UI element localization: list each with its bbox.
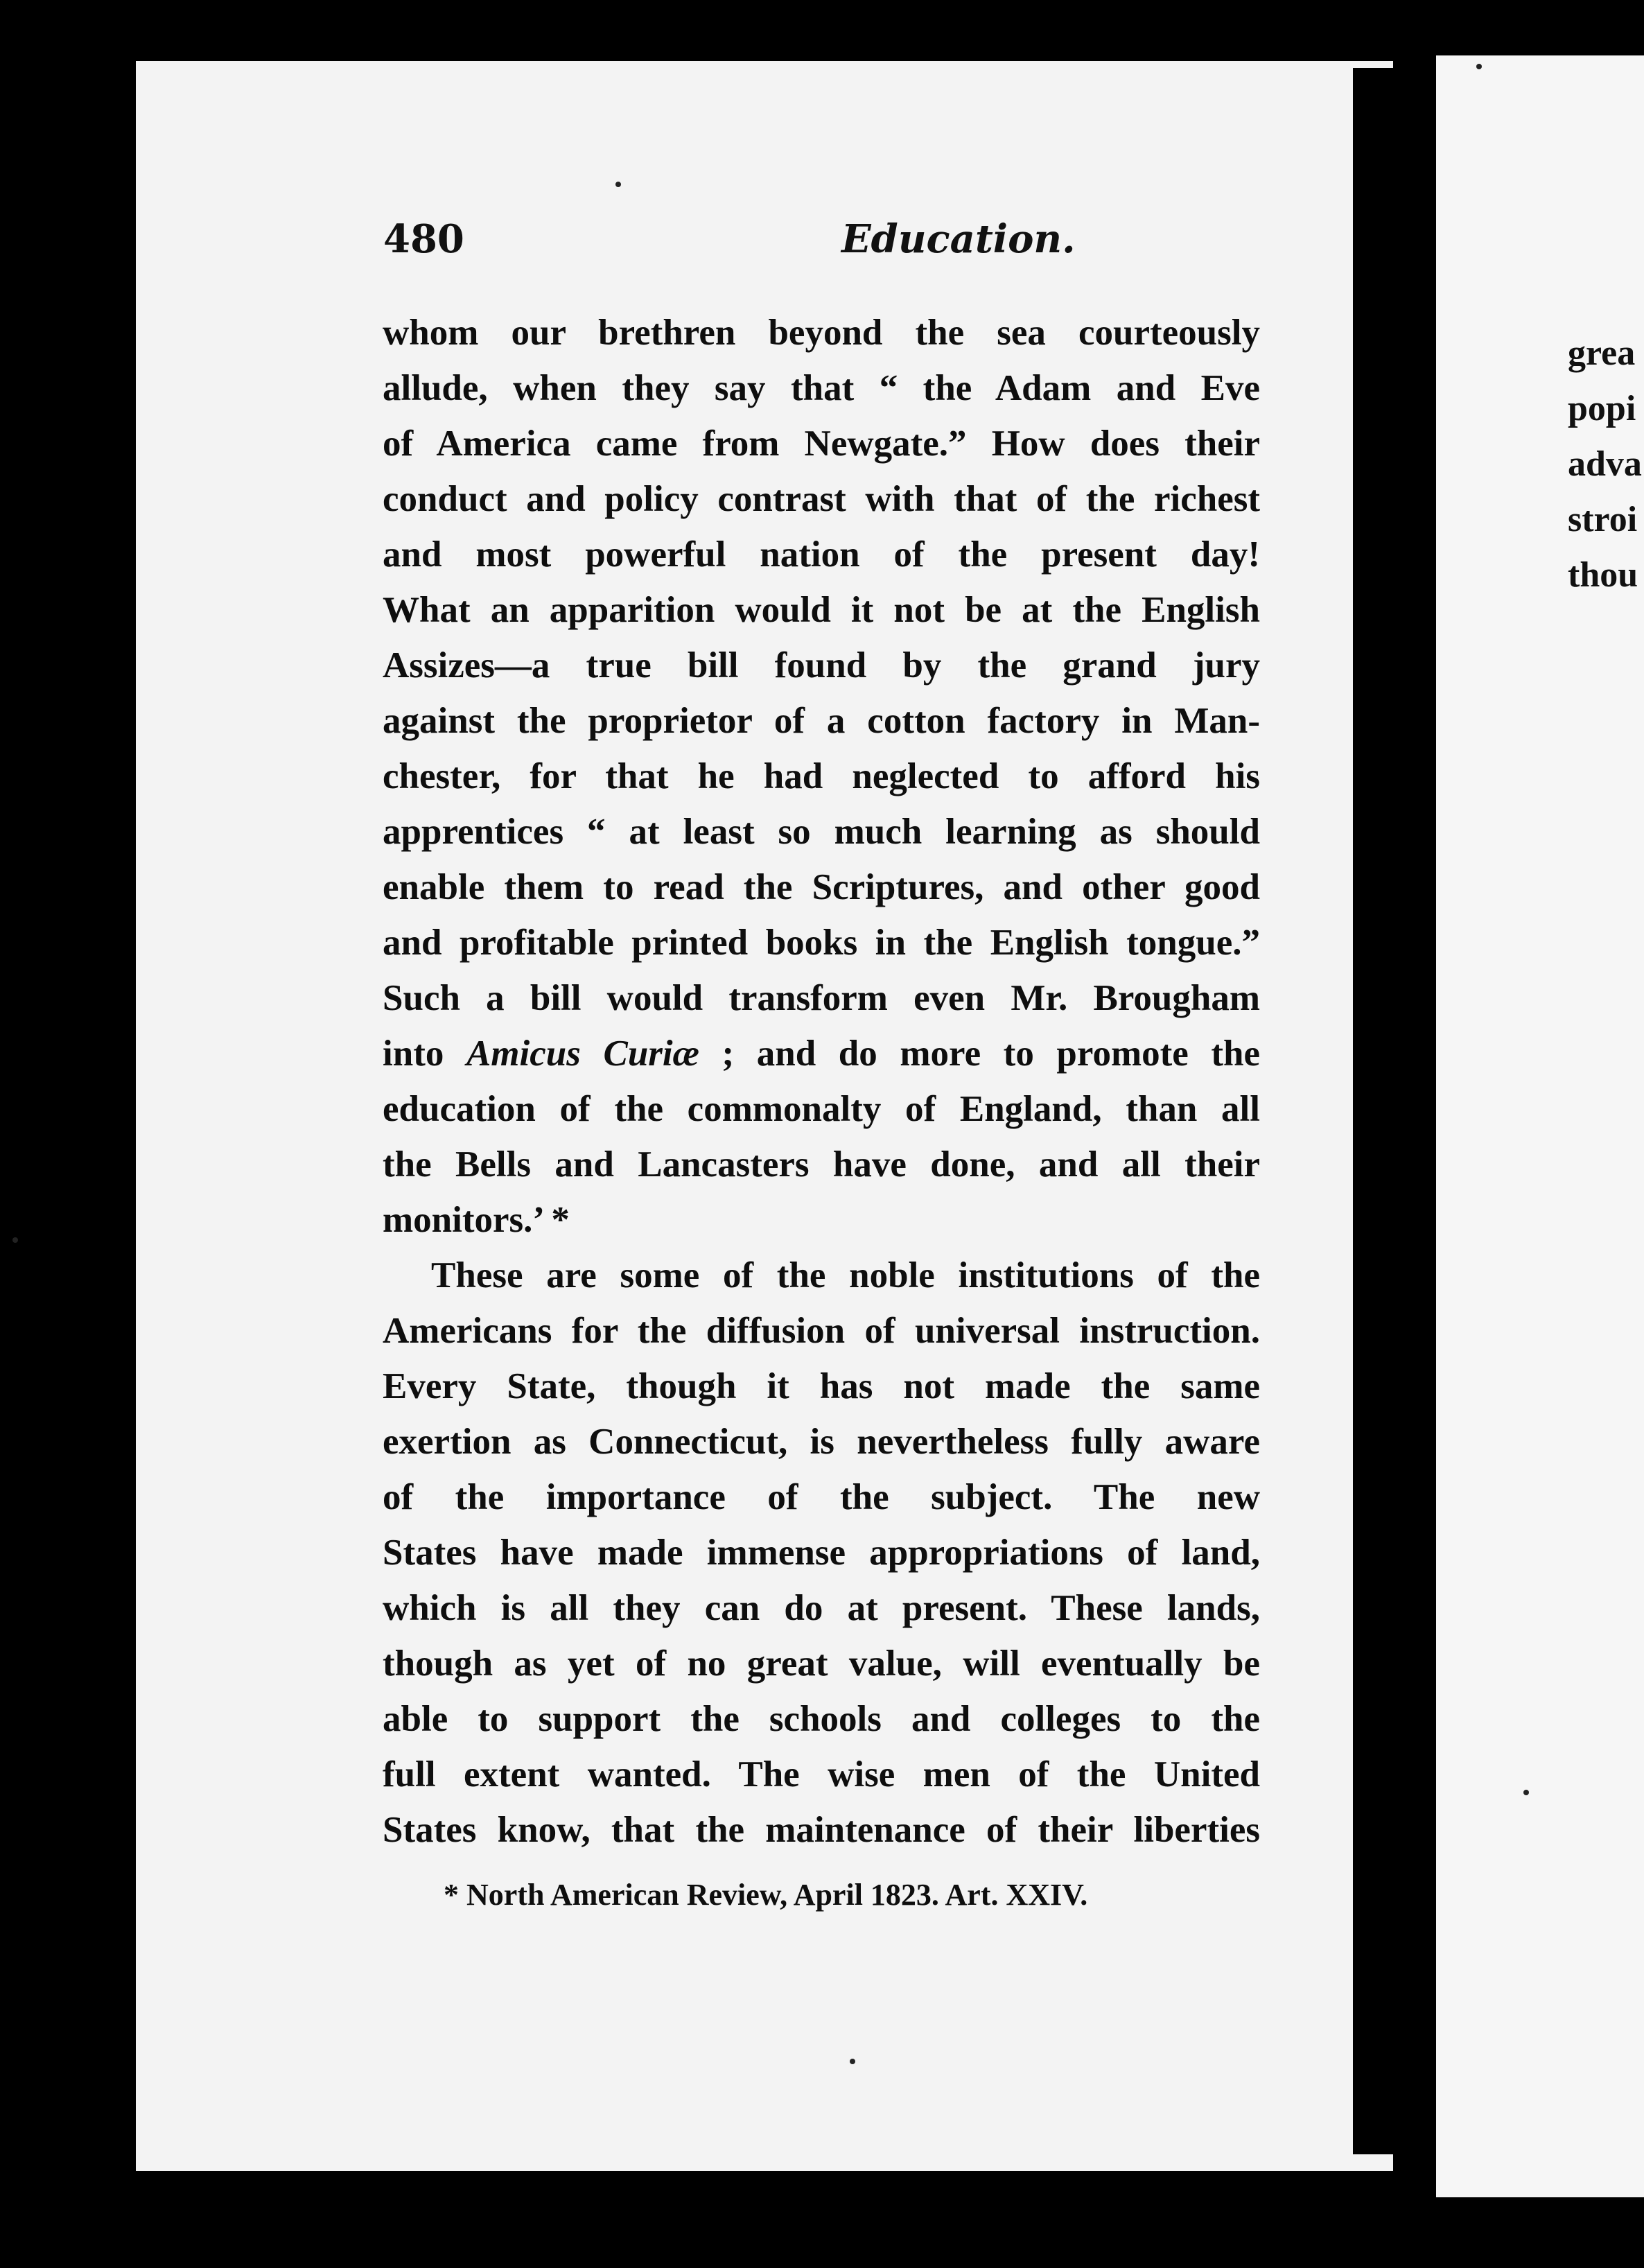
text-line: full extent wanted. The wise men of the United — [383, 1754, 1260, 1795]
text-line: Such a bill would transform even Mr. Brougham — [383, 978, 1260, 1018]
text-line: chester, for that he had neglected to afford his — [383, 756, 1260, 796]
page-gutter-shadow — [1353, 68, 1436, 2154]
facing-page-text — [1568, 326, 1642, 603]
footnote: * North American Review, April 1823. Art. XXIV. — [444, 1878, 1088, 1912]
text-line: Americans for the diffusion of universal instruction. — [383, 1311, 1260, 1351]
text-line: the Bells and Lancasters have done, and all their — [383, 1144, 1260, 1185]
text-line: States have made immense appropriations of land, — [383, 1533, 1260, 1573]
paragraph-start: These are some of the noble institutions of the — [431, 1255, 1260, 1296]
text-line: What an apparition would it not be at the English — [383, 590, 1260, 630]
ink-speck — [1476, 64, 1482, 69]
ink-speck — [12, 1237, 18, 1243]
text-line-amicus — [383, 1026, 1260, 1081]
text-line: and most powerful nation of the present day! — [383, 534, 1260, 575]
facing-line: stroi — [1568, 500, 1638, 539]
text-line: enable them to read the Scriptures, and other good — [383, 867, 1260, 907]
body-text — [383, 305, 1260, 1858]
facing-line: thou — [1568, 555, 1638, 595]
ink-speck — [1523, 1790, 1529, 1795]
text-line: which is all they can do at present. These lands, — [383, 1588, 1260, 1628]
text-line: monitors.’ * — [383, 1200, 570, 1240]
italic-phrase: Amicus Curiæ — [466, 1033, 699, 1074]
text-line: of America came from Newgate.” How does their — [383, 424, 1260, 464]
text-line: education of the commonalty of England, than all — [383, 1089, 1260, 1129]
text-line: apprentices “ at least so much learning as should — [383, 812, 1260, 852]
text-line: exertion as Connecticut, is nevertheless fully aware — [383, 1422, 1260, 1462]
ink-speck — [615, 182, 621, 187]
page-number: 480 — [383, 216, 464, 262]
facing-line: adva — [1568, 444, 1642, 484]
text-fragment: into — [383, 1033, 444, 1074]
text-line: though as yet of no great value, will eventually be — [383, 1643, 1260, 1684]
page-header — [247, 195, 1259, 279]
text-line: and profitable printed books in the English tongue.” — [383, 923, 1260, 963]
text-line: whom our brethren beyond the sea courteously — [383, 313, 1260, 353]
facing-line: grea — [1568, 333, 1636, 373]
text-line: Every State, though it has not made the same — [383, 1366, 1260, 1406]
text-line: of the importance of the subject. The new — [383, 1477, 1260, 1517]
text-fragment: ; and do more to promote the — [722, 1033, 1261, 1074]
text-line: Assizes—a true bill found by the grand jury — [383, 645, 1260, 686]
text-line: against the proprietor of a cotton factory in Man- — [383, 701, 1260, 741]
text-line: conduct and policy contrast with that of the richest — [383, 479, 1260, 519]
facing-line: popi — [1568, 389, 1636, 428]
text-line: States know, that the maintenance of their liberties — [383, 1810, 1260, 1850]
text-line: allude, when they say that “ the Adam and Eve — [383, 368, 1260, 408]
ink-speck — [850, 2059, 855, 2064]
running-head: Education. — [841, 216, 1076, 262]
text-line: able to support the schools and colleges to the — [383, 1699, 1260, 1739]
